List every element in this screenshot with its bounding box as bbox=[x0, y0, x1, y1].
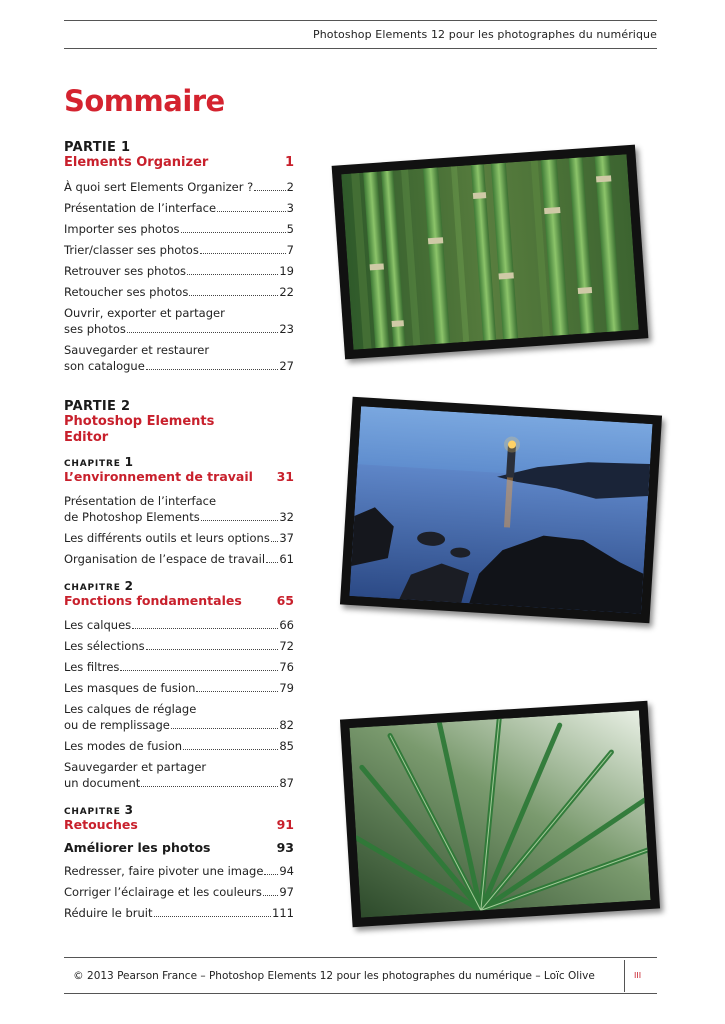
entry-page: 37 bbox=[279, 531, 294, 545]
toc-entry[interactable] bbox=[64, 200, 294, 216]
page-folio: III bbox=[634, 971, 642, 980]
entry-text: Les masques de fusion bbox=[64, 681, 196, 695]
entry-page: 76 bbox=[279, 660, 294, 674]
part-title[interactable] bbox=[64, 414, 294, 430]
part-title-line2: Editor bbox=[64, 430, 109, 445]
entry-text: Retrouver ses photos bbox=[64, 264, 186, 278]
toc-entry[interactable] bbox=[64, 221, 294, 237]
toc-entry[interactable] bbox=[64, 342, 294, 374]
part-title-line1: Photoshop Elements bbox=[64, 414, 215, 429]
part-title[interactable] bbox=[64, 155, 294, 171]
toc-entry[interactable] bbox=[64, 242, 294, 258]
toc-entry[interactable] bbox=[64, 738, 294, 754]
chapter-title[interactable] bbox=[64, 817, 294, 832]
entry-text: Les modes de fusion bbox=[64, 739, 183, 753]
chapter-3 bbox=[64, 803, 294, 921]
entry-text: Les différents outils et leurs options bbox=[64, 531, 270, 545]
footer-rule-bottom bbox=[64, 993, 657, 994]
palm-image bbox=[349, 710, 650, 917]
dot-leader bbox=[154, 916, 272, 917]
entry-page: 87 bbox=[279, 776, 294, 790]
toc-entry[interactable] bbox=[64, 551, 294, 567]
dot-leader bbox=[171, 728, 279, 729]
photo-palm bbox=[340, 701, 660, 927]
chapter-label bbox=[64, 579, 294, 593]
chapter-label bbox=[64, 455, 294, 469]
dot-leader bbox=[266, 562, 278, 563]
chapter-number: 1 bbox=[124, 455, 133, 469]
entry-page: 27 bbox=[279, 359, 294, 373]
subsection-title[interactable] bbox=[64, 840, 294, 855]
chapter-label-text: CHAPITRE bbox=[64, 807, 121, 817]
dot-leader bbox=[146, 369, 279, 370]
toc-entry[interactable] bbox=[64, 884, 294, 900]
footer-rule bbox=[64, 957, 657, 958]
entry-page: 3 bbox=[286, 201, 294, 215]
entry-text: Organisation de l’espace de travail bbox=[64, 552, 266, 566]
entry-page: 111 bbox=[272, 906, 294, 920]
dot-leader bbox=[146, 649, 279, 650]
toc-entry[interactable] bbox=[64, 617, 294, 633]
entry-text: ou de remplissage bbox=[64, 718, 170, 732]
entry-text: Réduire le bruit bbox=[64, 906, 153, 920]
entry-text: Importer ses photos bbox=[64, 222, 180, 236]
toc-entry[interactable] bbox=[64, 680, 294, 696]
toc-entry[interactable] bbox=[64, 701, 294, 733]
toc-entry[interactable] bbox=[64, 263, 294, 279]
entry-list bbox=[64, 617, 294, 791]
subsection-title-text: Améliorer les photos bbox=[64, 840, 211, 855]
footer-credit: © 2013 Pearson France – Photoshop Elements 12 pour les photographes du numérique – Loïc Olive bbox=[73, 970, 595, 982]
entry-text-line1: Sauvegarder et partager bbox=[64, 760, 207, 774]
running-title: Photoshop Elements 12 pour les photographes du numérique bbox=[312, 28, 657, 41]
chapter-title-text: Retouches bbox=[64, 817, 138, 832]
entry-page: 97 bbox=[279, 885, 294, 899]
entry-page: 32 bbox=[279, 510, 294, 524]
entry-text: Redresser, faire pivoter une image bbox=[64, 864, 264, 878]
toc-part-2 bbox=[64, 399, 294, 926]
dot-leader bbox=[183, 749, 278, 750]
toc-part-1 bbox=[64, 140, 294, 379]
entry-page: 61 bbox=[279, 552, 294, 566]
entry-page: 23 bbox=[279, 322, 294, 336]
toc-entry[interactable] bbox=[64, 305, 294, 337]
dot-leader bbox=[141, 786, 278, 787]
chapter-1 bbox=[64, 455, 294, 567]
entry-page: 82 bbox=[279, 718, 294, 732]
dot-leader bbox=[201, 520, 279, 521]
dot-leader bbox=[189, 295, 278, 296]
photo-bamboo bbox=[332, 145, 649, 360]
toc-entry[interactable] bbox=[64, 638, 294, 654]
chapter-2 bbox=[64, 579, 294, 791]
dot-leader bbox=[263, 895, 279, 896]
chapter-number: 3 bbox=[124, 803, 133, 817]
toc-entry[interactable] bbox=[64, 530, 294, 546]
entry-text: Présentation de l’interface bbox=[64, 201, 217, 215]
entry-text: À quoi sert Elements Organizer ? bbox=[64, 180, 254, 194]
part-label: PARTIE 1 bbox=[64, 140, 131, 155]
chapter-title-text: Fonctions fondamentales bbox=[64, 593, 242, 608]
entry-page: 66 bbox=[279, 618, 294, 632]
chapter-label-text: CHAPITRE bbox=[64, 583, 121, 593]
photo-lighthouse bbox=[340, 397, 662, 624]
entry-text: un document bbox=[64, 776, 141, 790]
dot-leader bbox=[196, 691, 278, 692]
page-title: Sommaire bbox=[64, 84, 225, 118]
chapter-page: 65 bbox=[276, 593, 294, 608]
entry-text: Les calques bbox=[64, 618, 132, 632]
chapter-number: 2 bbox=[124, 579, 133, 593]
chapter-label-text: CHAPITRE bbox=[64, 459, 121, 469]
entry-text-line1: Ouvrir, exporter et partager bbox=[64, 306, 225, 320]
entry-page: 22 bbox=[279, 285, 294, 299]
dot-leader bbox=[181, 232, 286, 233]
part-label: PARTIE 2 bbox=[64, 399, 131, 414]
entry-text: Les sélections bbox=[64, 639, 145, 653]
entry-text-line1: Les calques de réglage bbox=[64, 702, 197, 716]
part-title-text: Elements Organizer bbox=[64, 155, 209, 170]
dot-leader bbox=[127, 332, 278, 333]
entry-page: 2 bbox=[286, 180, 294, 194]
entry-page: 7 bbox=[286, 243, 294, 257]
header-rule-bottom bbox=[64, 48, 657, 49]
chapter-title[interactable] bbox=[64, 593, 294, 608]
lighthouse-image bbox=[349, 406, 652, 613]
dot-leader bbox=[132, 628, 278, 629]
entry-text: Corriger l’éclairage et les couleurs bbox=[64, 885, 262, 899]
dot-leader bbox=[254, 190, 285, 191]
dot-leader bbox=[264, 874, 278, 875]
toc-entry[interactable] bbox=[64, 905, 294, 921]
chapter-title-text: L’environnement de travail bbox=[64, 469, 253, 484]
entry-text: de Photoshop Elements bbox=[64, 510, 200, 524]
chapter-title[interactable] bbox=[64, 469, 294, 484]
entry-text: Trier/classer ses photos bbox=[64, 243, 199, 257]
subsection-page: 93 bbox=[276, 840, 294, 855]
entry-text: son catalogue bbox=[64, 359, 145, 373]
dot-leader bbox=[187, 274, 278, 275]
footer-divider bbox=[624, 960, 625, 992]
chapter-page: 31 bbox=[276, 469, 294, 484]
entry-page: 5 bbox=[286, 222, 294, 236]
chapter-page: 91 bbox=[276, 817, 294, 832]
toc-entry[interactable] bbox=[64, 863, 294, 879]
dot-leader bbox=[200, 253, 286, 254]
toc-entry[interactable] bbox=[64, 659, 294, 675]
entry-text: Retoucher ses photos bbox=[64, 285, 189, 299]
toc-entry[interactable] bbox=[64, 759, 294, 791]
entry-page: 72 bbox=[279, 639, 294, 653]
header-rule bbox=[64, 20, 657, 21]
entry-page: 79 bbox=[279, 681, 294, 695]
entry-page: 19 bbox=[279, 264, 294, 278]
part-title-line2-row bbox=[64, 430, 294, 446]
entry-list bbox=[64, 863, 294, 921]
part-page: 1 bbox=[284, 155, 294, 170]
entry-text-line1: Présentation de l’interface bbox=[64, 494, 217, 508]
entry-list bbox=[64, 179, 294, 374]
entry-list bbox=[64, 493, 294, 567]
chapter-label bbox=[64, 803, 294, 817]
entry-text: Les filtres bbox=[64, 660, 120, 674]
toc-entry[interactable] bbox=[64, 493, 294, 525]
toc-entry[interactable] bbox=[64, 179, 294, 195]
bamboo-image bbox=[341, 154, 639, 350]
dot-leader bbox=[120, 670, 278, 671]
entry-page: 85 bbox=[279, 739, 294, 753]
toc-entry[interactable] bbox=[64, 284, 294, 300]
dot-leader bbox=[271, 541, 279, 542]
entry-page: 94 bbox=[279, 864, 294, 878]
entry-text: ses photos bbox=[64, 322, 126, 336]
dot-leader bbox=[217, 211, 286, 212]
entry-text-line1: Sauvegarder et restaurer bbox=[64, 343, 210, 357]
